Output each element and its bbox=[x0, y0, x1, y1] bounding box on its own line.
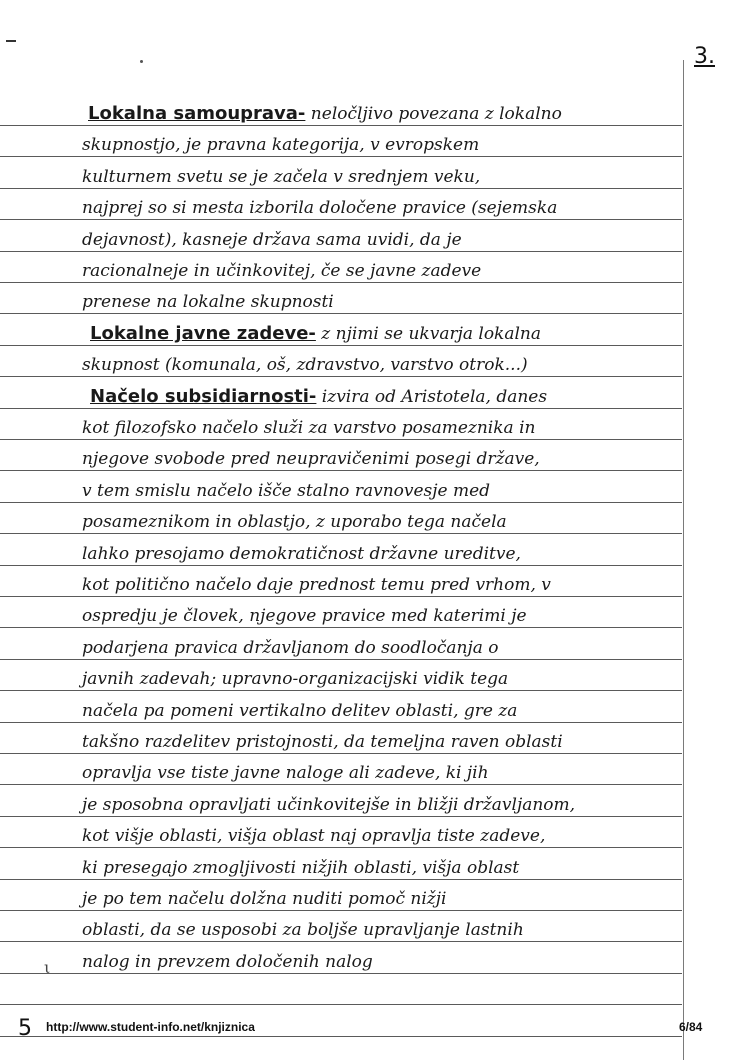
ruled-line bbox=[0, 313, 682, 314]
text-line bbox=[82, 544, 680, 564]
line-text: ki presegajo zmogljivosti nižjih oblasti, višja oblast bbox=[82, 858, 520, 878]
line-text: njegove svobode pred neupravičenimi posegi države, bbox=[82, 449, 540, 469]
text-line bbox=[90, 324, 680, 344]
text-line bbox=[82, 858, 680, 878]
line-text: ospredju je človek, njegove pravice med katerimi je bbox=[82, 606, 527, 626]
ruled-line bbox=[0, 847, 682, 848]
text-line bbox=[82, 952, 680, 972]
line-text: lahko presojamo demokratičnost državne ureditve, bbox=[82, 544, 521, 564]
section-heading: Lokalne javne zadeve- bbox=[90, 323, 316, 344]
section-heading: Načelo subsidiarnosti- bbox=[90, 386, 317, 407]
line-text: kot višje oblasti, višja oblast naj opravlja tiste zadeve, bbox=[82, 826, 546, 846]
line-text: kulturnem svetu se je začela v srednjem veku, bbox=[82, 167, 481, 187]
line-text: kot filozofsko načelo služi za varstvo posameznika in bbox=[82, 418, 536, 438]
line-text: izvira od Aristotela, danes bbox=[316, 387, 548, 407]
line-text: je sposobna opravljati učinkovitejše in bližji državljanom, bbox=[82, 795, 576, 815]
ruled-line bbox=[0, 596, 682, 597]
text-line bbox=[82, 606, 680, 626]
ruled-line bbox=[0, 282, 682, 283]
text-line bbox=[82, 198, 680, 218]
text-line bbox=[82, 701, 680, 721]
footer-left-number: 5 bbox=[18, 1016, 32, 1041]
text-line bbox=[82, 261, 680, 281]
text-line bbox=[82, 512, 680, 532]
line-text: opravlja vse tiste javne naloge ali zadeve, ki jih bbox=[82, 763, 489, 783]
ruled-line bbox=[0, 879, 682, 880]
ruled-line bbox=[0, 408, 682, 409]
ruled-line bbox=[0, 910, 682, 911]
ruled-line bbox=[0, 1004, 682, 1005]
line-text: načela pa pomeni vertikalno delitev oblasti, gre za bbox=[82, 701, 518, 721]
ruled-line bbox=[0, 816, 682, 817]
text-line bbox=[82, 732, 680, 752]
line-text: z njimi se ukvarja lokalna bbox=[315, 324, 542, 344]
ruled-line bbox=[0, 784, 682, 785]
text-line bbox=[82, 920, 680, 940]
ruled-line bbox=[0, 439, 682, 440]
text-line bbox=[82, 167, 680, 187]
text-line bbox=[82, 355, 680, 375]
line-text: posameznikom in oblastjo, z uporabo tega načela bbox=[82, 512, 507, 532]
line-text: najprej so si mesta izborila določene pravice (sejemska bbox=[82, 198, 558, 218]
text-line bbox=[90, 387, 680, 407]
text-line bbox=[82, 669, 680, 689]
line-text: takšno razdelitev pristojnosti, da temeljna raven oblasti bbox=[82, 732, 563, 752]
line-text: skupnostjo, je pravna kategorija, v evropskem bbox=[82, 135, 480, 155]
footer-url: http://www.student-info.net/knjiznica bbox=[46, 1020, 255, 1034]
ruled-line bbox=[0, 251, 682, 252]
ruled-line bbox=[0, 470, 682, 471]
line-text: skupnost (komunala, oš, zdravstvo, varstvo otrok...) bbox=[82, 355, 528, 375]
ruled-line bbox=[0, 941, 682, 942]
footer bbox=[0, 1016, 750, 1040]
ruled-line bbox=[0, 376, 682, 377]
line-text: racionalneje in učinkovitej, če se javne zadeve bbox=[82, 261, 482, 281]
line-text: neločljivo povezana z lokalno bbox=[305, 104, 562, 124]
line-text: javnih zadevah; upravno-organizacijski vidik tega bbox=[82, 669, 509, 689]
text-line bbox=[82, 826, 680, 846]
ruled-line bbox=[0, 125, 682, 126]
margin-dot-mark bbox=[140, 60, 143, 63]
text-line bbox=[82, 575, 680, 595]
ruled-line bbox=[0, 156, 682, 157]
right-margin-line bbox=[683, 60, 684, 1060]
margin-dash-mark bbox=[6, 40, 16, 42]
ruled-line bbox=[0, 219, 682, 220]
ruled-line bbox=[0, 188, 682, 189]
line-text: v tem smislu načelo išče stalno ravnovesje med bbox=[82, 481, 491, 501]
line-text: prenese na lokalne skupnosti bbox=[82, 292, 334, 312]
ruled-line bbox=[0, 690, 682, 691]
page-number: 3. bbox=[694, 44, 715, 69]
footer-page-count: 6/84 bbox=[679, 1020, 703, 1034]
margin-tick-mark: ι bbox=[44, 958, 51, 977]
text-line bbox=[82, 638, 680, 658]
ruled-line bbox=[0, 627, 682, 628]
text-line bbox=[82, 449, 680, 469]
ruled-line bbox=[0, 753, 682, 754]
line-text: je po tem načelu dolžna nuditi pomoč nižji bbox=[82, 889, 447, 909]
ruled-line bbox=[0, 722, 682, 723]
line-text: kot politično načelo daje prednost temu pred vrhom, v bbox=[82, 575, 551, 595]
text-line bbox=[82, 481, 680, 501]
text-line bbox=[82, 418, 680, 438]
line-text: nalog in prevzem določenih nalog bbox=[82, 952, 373, 972]
section-heading: Lokalna samouprava- bbox=[88, 103, 306, 124]
text-line bbox=[82, 889, 680, 909]
ruled-line bbox=[0, 345, 682, 346]
ruled-line bbox=[0, 533, 682, 534]
line-text: dejavnost), kasneje država sama uvidi, da je bbox=[82, 230, 462, 250]
line-text: podarjena pravica državljanom do soodločanja o bbox=[82, 638, 499, 658]
text-line bbox=[82, 292, 680, 312]
text-line bbox=[82, 230, 680, 250]
text-line bbox=[82, 795, 680, 815]
ruled-line bbox=[0, 659, 682, 660]
text-line bbox=[82, 763, 680, 783]
text-line bbox=[82, 135, 680, 155]
line-text: oblasti, da se usposobi za boljše upravljanje lastnih bbox=[82, 920, 524, 940]
ruled-line bbox=[0, 973, 682, 974]
ruled-line bbox=[0, 565, 682, 566]
text-line bbox=[88, 104, 680, 124]
ruled-line bbox=[0, 502, 682, 503]
